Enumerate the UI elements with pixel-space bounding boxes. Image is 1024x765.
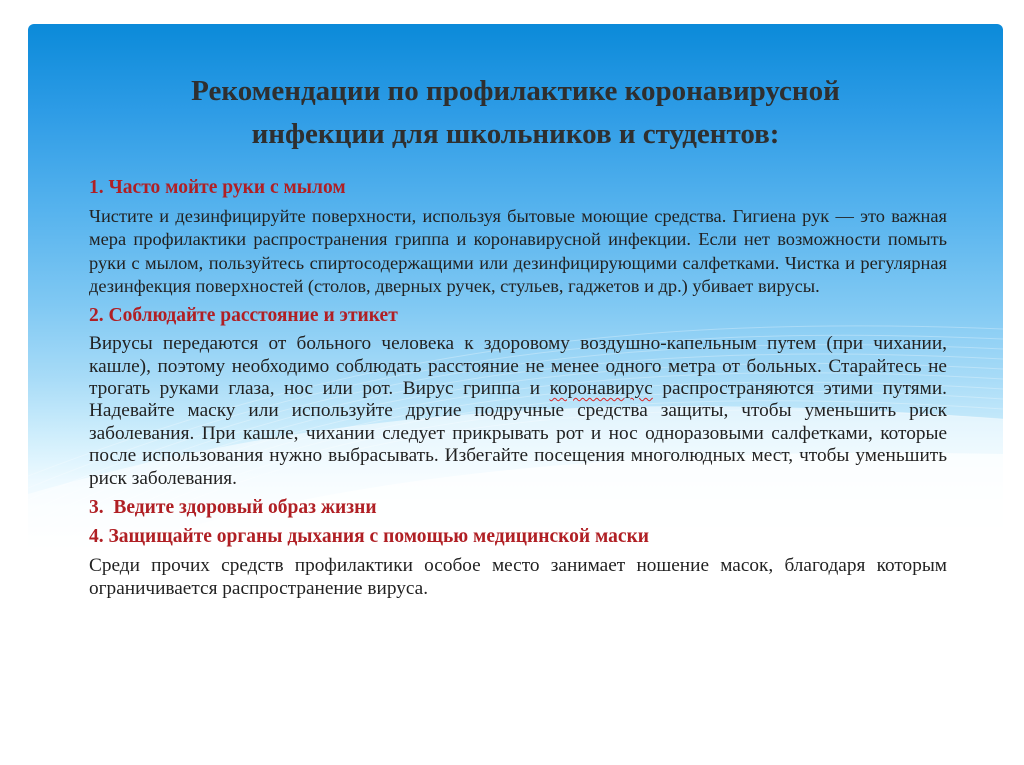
section-text-1: Чистите и дезинфицируйте поверхности, используя бытовые моющие средства. Гигиена рук — это важная мера профилактики распространения гриппа и коронавирусной инфекции. Если нет возможности помыть руки с мылом, пользуйтесь спиртосодержащими или дезинфицирующими салфетками. Чистка и регулярная дезинфекция поверхностей (столов, дверных ручек, стульев, гаджетов и др.) убивает вирусы.: [89, 206, 947, 296]
section-heading-2: 2. Соблюдайте расстояние и этикет: [89, 305, 398, 327]
section-text-4: Среди прочих средств профилактики особое место занимает ношение масок, благодаря которым ограничивается распространение вируса.: [89, 555, 947, 600]
section-text-2: [89, 333, 947, 490]
content: [89, 176, 947, 606]
section-heading-3: 3. Ведите здоровый образ жизни: [89, 497, 377, 519]
section-heading-1: 1. Часто мойте руки с мылом: [89, 177, 346, 198]
section-heading-4: 4. Защищайте органы дыхания с помощью медицинской маски: [89, 526, 650, 548]
spellcheck-marked-word: коронавирус: [549, 378, 653, 399]
section-text-2-part-1: Вирусы передаются от больного человека к здоровому воздушно-капельным путем (при чихании, кашле), поэтому необходимо соблюдать расстояние не менее одного метра от больных. Старайтесь не трогать руками глаза, нос или рот. Вирус гриппа и: [89, 333, 947, 399]
section-text-2-part-2: распространяются этими путями. Надевайте маску или используйте другие подручные средства защиты, чтобы уменьшить риск заболевания. При кашле, чихании следует прикрывать рот и нос одноразовыми салфетками, которые после использования нужно выбрасывать. Избегайте посещения многолюдных мест, чтобы уменьшить риск заболевания.: [89, 378, 947, 489]
title-line-2: инфекции для школьников и студентов:: [251, 118, 780, 150]
title-line-1: Рекомендации по профилактике коронавирусной: [191, 75, 840, 107]
slide-title: [28, 70, 1003, 156]
slide: [28, 24, 1003, 760]
